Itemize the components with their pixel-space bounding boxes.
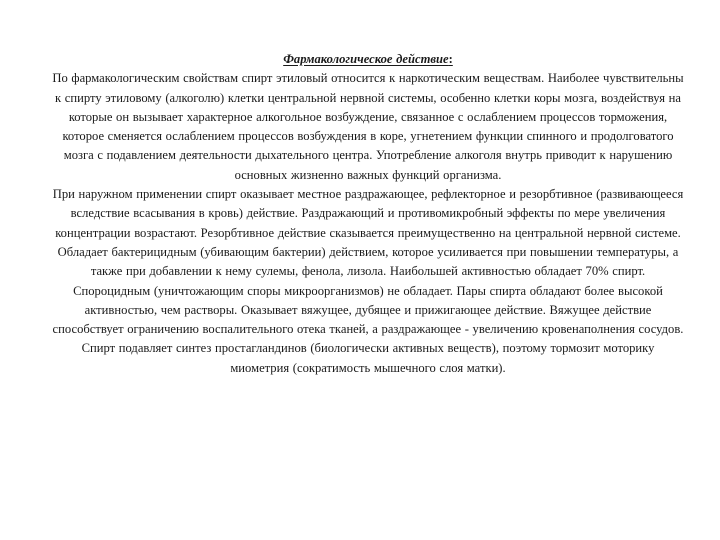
- section-heading-colon: :: [448, 52, 453, 66]
- paragraph-narcotic-properties: По фармакологическим свойствам спирт этиловый относится к наркотическим веществам. Наиболее чувствительны к спирту этиловому (алкоголю) клетки центральной нервной системы, особенно клетки коры мозга, воздействуя на которые он вызывает характерное алкогольное возбуждение, связанное с ослаблением процессов торможения, которое сменяется ослаблением процессов возбуждения в коре, угнетением функции спинного и продолговатого мозга с подавлением деятельности дыхательного центра. Употребление алкоголя внутрь приводит к нарушению основных жизненно важных функций организма.: [52, 71, 684, 182]
- paragraph-prostaglandins: Спирт подавляет синтез простагландинов (биологически активных веществ), поэтому тормозит моторику миометрия (сократимость мышечного слоя матки).: [81, 341, 655, 375]
- text-block: [52, 50, 684, 378]
- section-heading: [52, 50, 684, 69]
- section-heading-text: Фармакологическое действие: [283, 52, 449, 66]
- paragraph-bactericidal: Обладает бактерицидным (убивающим бактерии) действием, которое усиливается при повышении температуры, а также при добавлении к нему сулемы, фенола, лизола. Наибольшей активностью обладает 70% спирт. Спороцидным (уничтожающим споры микроорганизмов) не обладает. Пары спирта обладают более высокой активностью, чем растворы. Оказывает вяжущее, дубящее и прижигающее действие. Вяжущее действие способствует ограничению воспалительного отека тканей, а раздражающее - увеличению кровенаполнения сосудов.: [52, 244, 684, 337]
- paragraph-external-use: При наружном применении спирт оказывает местное раздражающее, рефлекторное и резорбтивное (развивающееся вследствие всасывания в кровь) действие. Раздражающий и противомикробный эффекты по мере увеличения концентрации возрастают. Резорбтивное действие сказывается преимущественно на центральной нервной системе.: [52, 187, 684, 240]
